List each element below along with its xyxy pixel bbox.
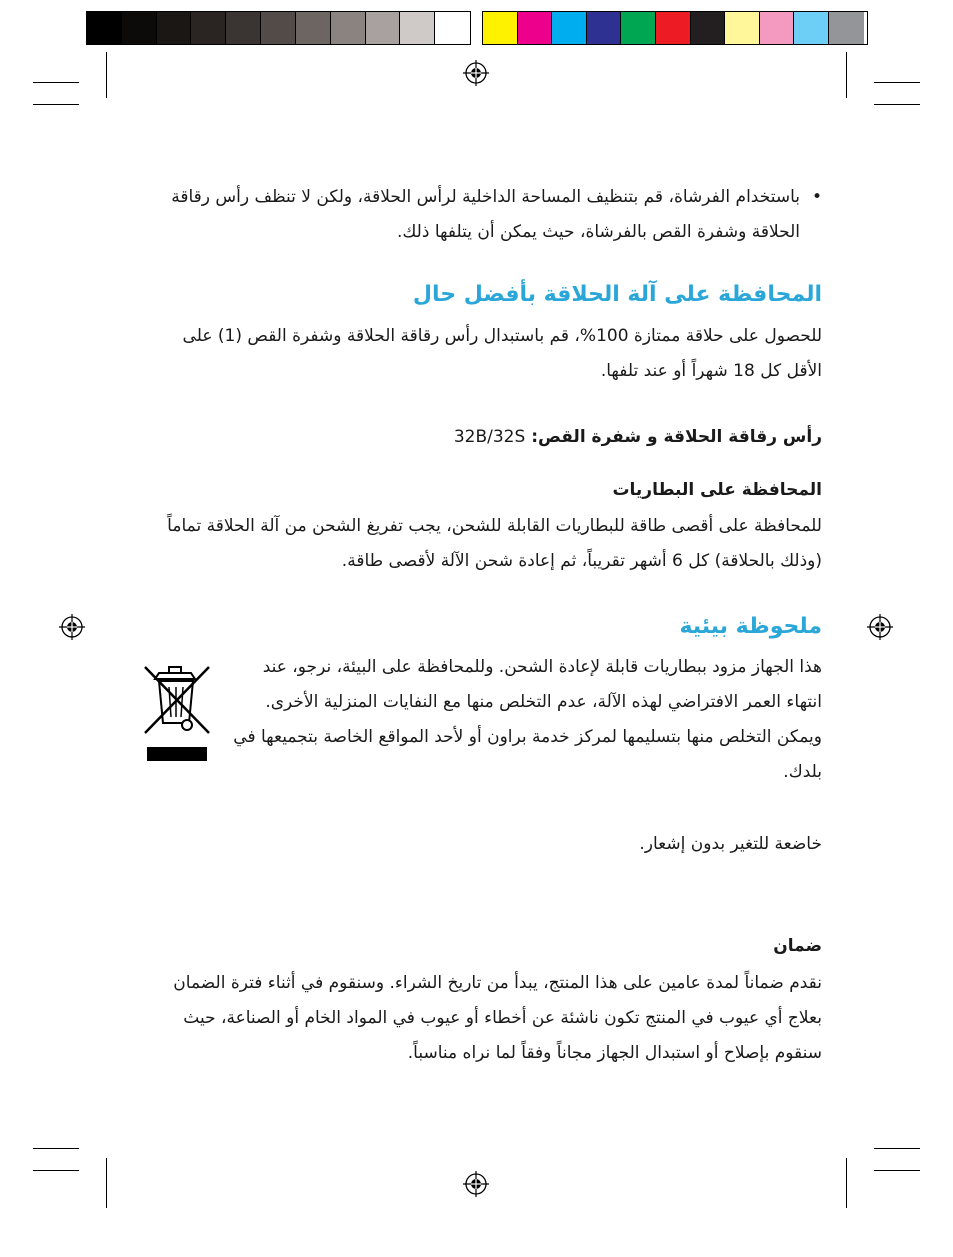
care-body: للحصول على حلاقة ممتازة 100%، قم باستبدال رأس رقاقة الحلاقة وشفرة القص (1) على الأقل كل 18 شهراً أو عند تلفها. <box>182 326 822 381</box>
environment-heading: ملحوظة بيئية <box>679 614 822 639</box>
care-heading: المحافظة على آلة الحلاقة بأفضل حال <box>412 282 822 307</box>
gray-swatch <box>296 12 331 44</box>
parts-value: 32B/32S <box>453 427 526 447</box>
gray-swatch <box>157 12 192 44</box>
gray-swatch <box>87 12 122 44</box>
battery-body: للمحافظة على أقصى طاقة للبطاريات القابلة للشحن، يجب تفريغ الشحن من آلة الحلاقة تماماً (وذلك بالحلاقة) كل 6 أشهر تقريباً، ثم إعادة شحن الآلة لأقصى طاقة. <box>167 516 822 571</box>
parts-label: رأس رقاقة الحلاقة و شفرة القص: <box>531 427 822 447</box>
registration-mark-icon <box>59 614 85 640</box>
gray-swatch <box>331 12 366 44</box>
bullet-item: • باستخدام الفرشاة، قم بتنظيف المساحة الداخلية لرأس الحلاقة، ولكن لا تنظف رأس رقاقة الحلاقة وشفرة القص بالفرشاة، حيث يمكن أن يتلفها ذلك. <box>162 180 822 250</box>
warranty-heading: ضمان <box>773 936 822 956</box>
gray-swatch <box>261 12 296 44</box>
color-swatch <box>760 12 795 44</box>
color-swatch <box>621 12 656 44</box>
color-swatch <box>518 12 553 44</box>
color-swatch <box>691 12 726 44</box>
gray-swatch <box>226 12 261 44</box>
registration-mark-icon <box>867 614 893 640</box>
gray-swatch <box>400 12 435 44</box>
cleaning-bullet-list <box>162 180 822 250</box>
gray-calibration-bar <box>86 11 471 45</box>
crossed-out-wheelie-bin-icon <box>139 661 215 765</box>
change-notice: خاضعة للتغير بدون إشعار. <box>639 834 822 854</box>
color-swatch <box>829 12 864 44</box>
gray-swatch <box>191 12 226 44</box>
battery-heading: المحافظة على البطاريات <box>612 480 822 500</box>
color-swatch <box>587 12 622 44</box>
registration-mark-icon <box>463 1171 489 1197</box>
color-swatch <box>552 12 587 44</box>
gray-swatch <box>122 12 157 44</box>
gray-swatch <box>366 12 401 44</box>
warranty-body: نقدم ضماناً لمدة عامين على هذا المنتج، يبدأ من تاريخ الشراء. وسنقوم في أثناء فترة الضمان بعلاج أي عيوب في المنتج تكون ناشئة عن أخطاء أو عيوب في المواد الخام أو الصناعة، حيث سنقوم بإصلاح أو استبدال الجهاز مجاناً وفقاً لما نراه مناسباً. <box>173 973 822 1063</box>
parts-line <box>454 427 822 447</box>
color-swatch <box>794 12 829 44</box>
registration-mark-icon <box>463 60 489 86</box>
color-calibration-bar <box>482 11 868 45</box>
environment-body: هذا الجهاز مزود ببطاريات قابلة لإعادة الشحن. وللمحافظة على البيئة، نرجو، عند انتهاء العمر الافتراضي لهذه الآلة، عدم التخلص منها مع النفايات المنزلية الأخرى. ويمكن التخلص منها بتسليمها لمركز خدمة براون أو لأحد المواقع الخاصة بتجميعها في بلدك. <box>233 657 822 782</box>
color-swatch <box>725 12 760 44</box>
color-swatch <box>483 12 518 44</box>
gray-swatch <box>435 12 470 44</box>
color-swatch <box>656 12 691 44</box>
